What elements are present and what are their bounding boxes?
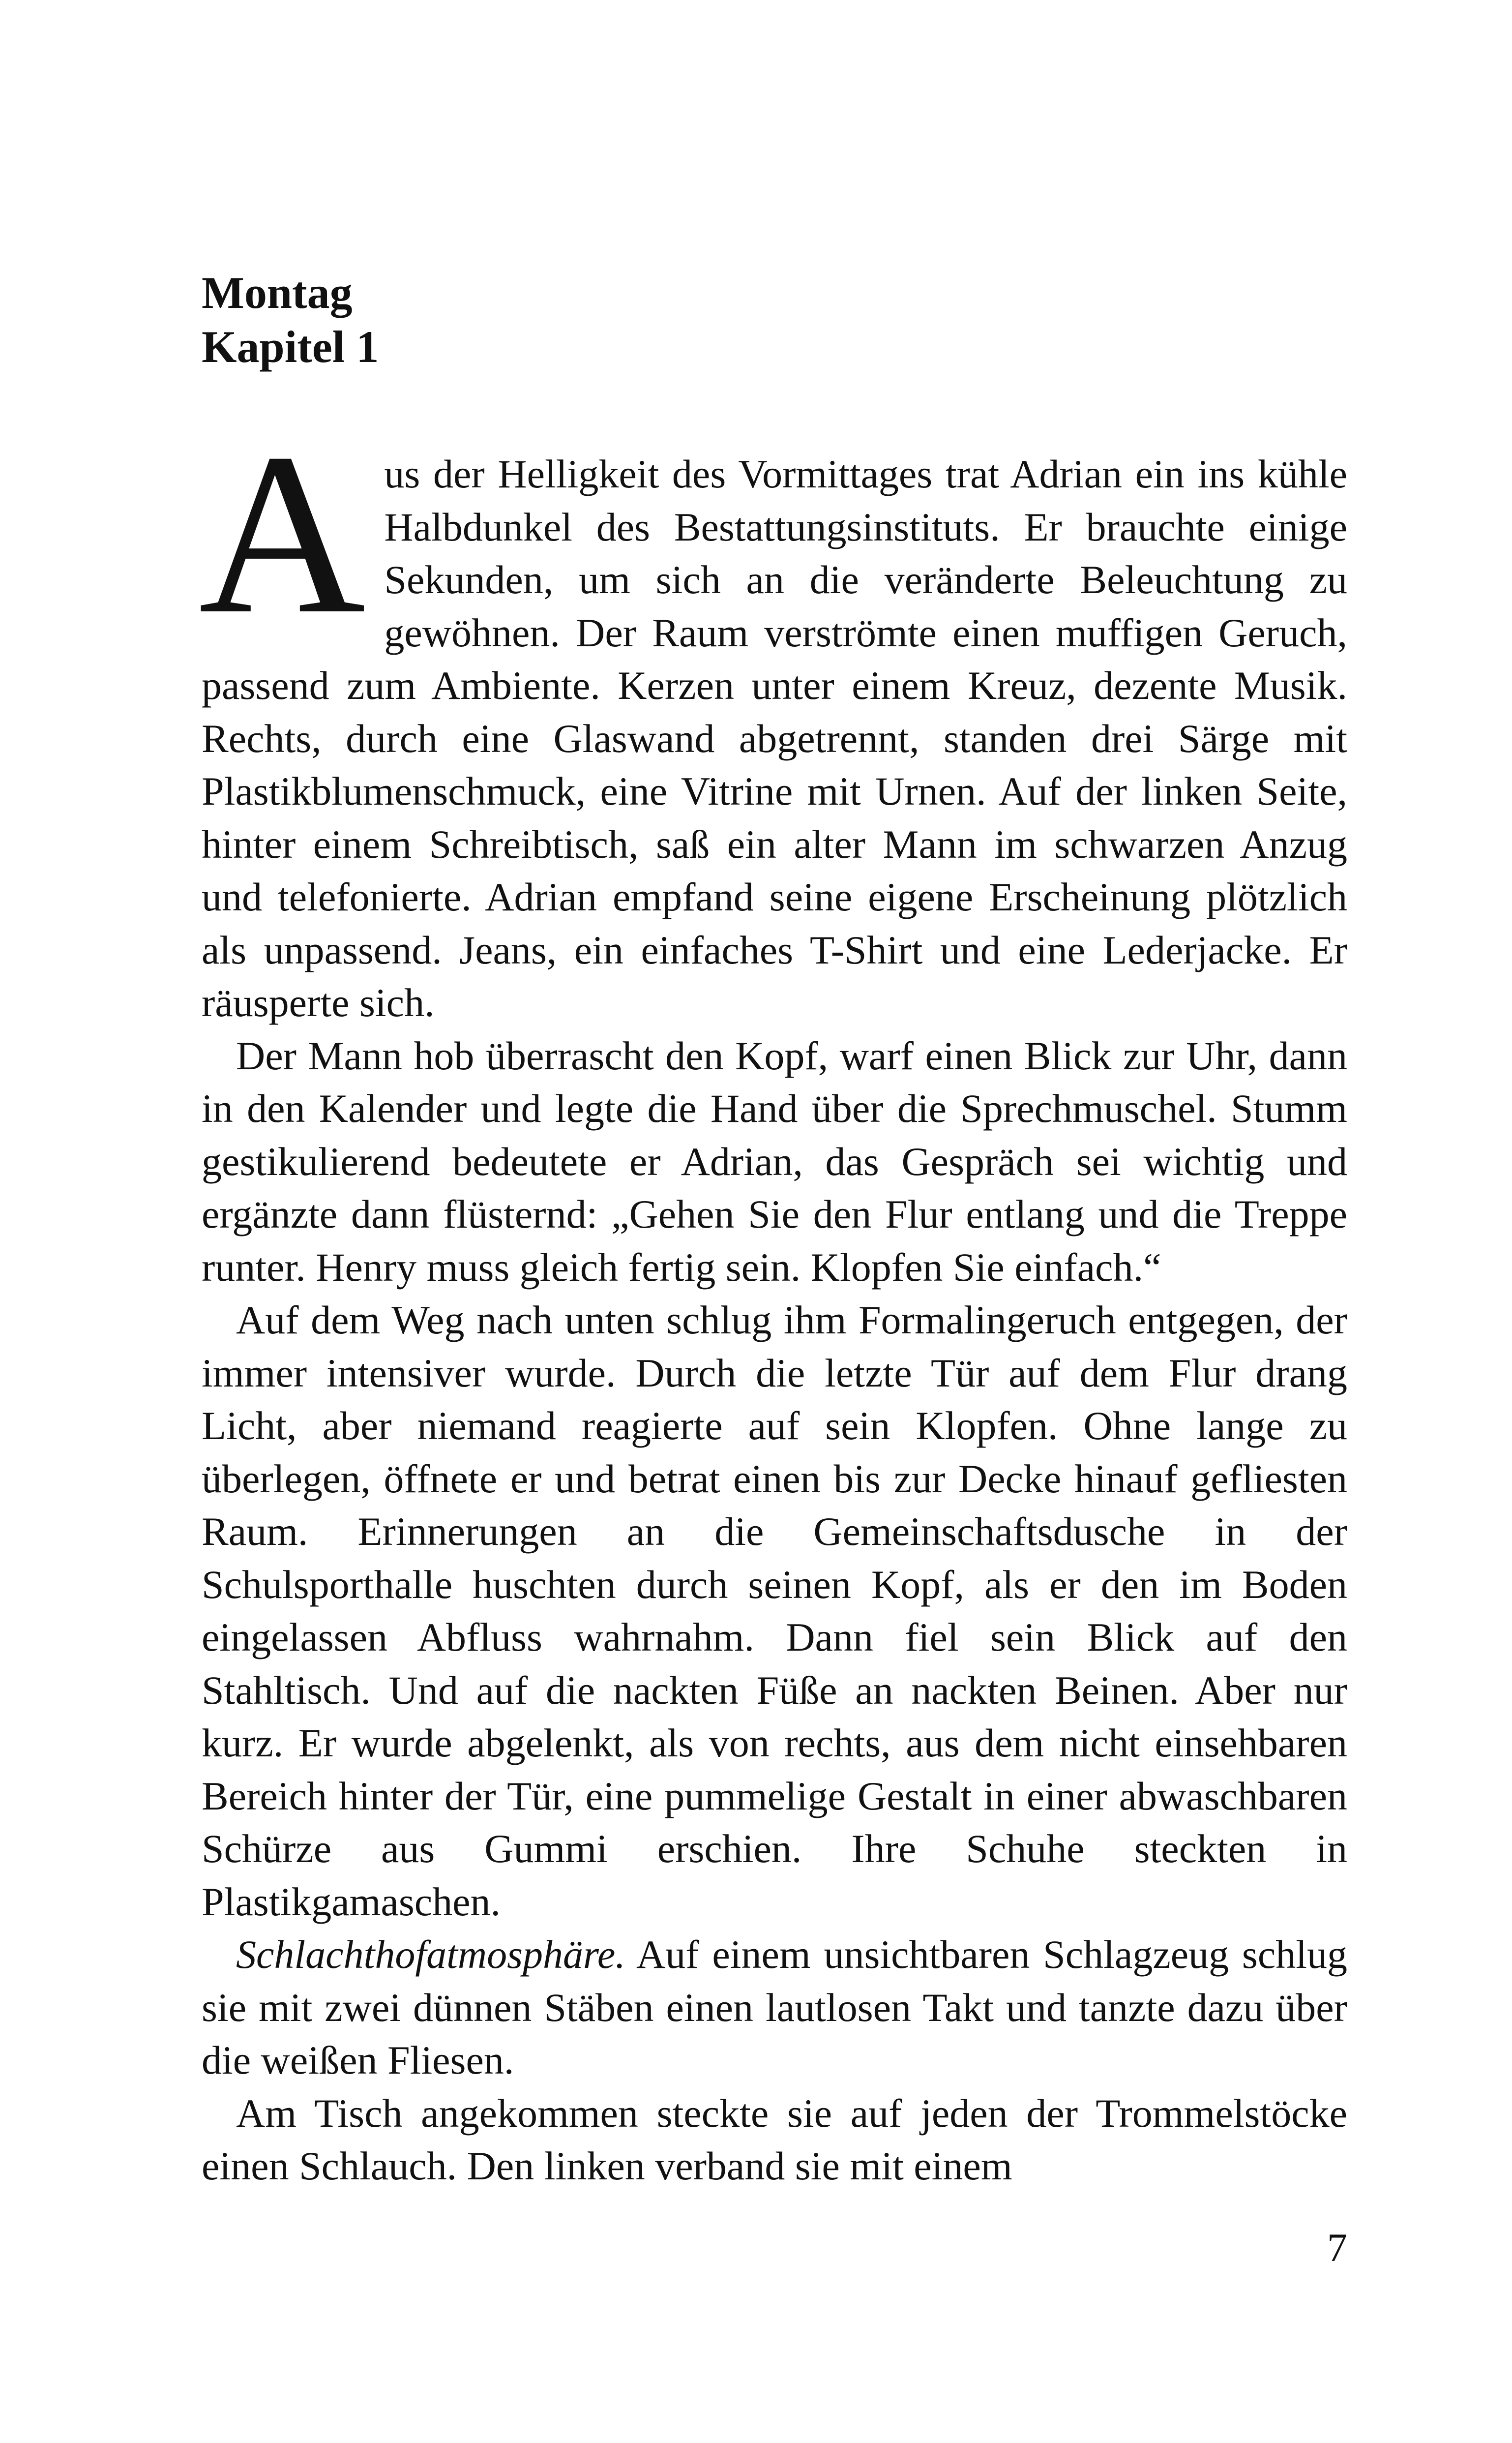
paragraph-1 [199,405,1347,1029]
paragraph-text: Der Mann hob überrascht den Kopf, warf einen Blick zur Uhr, dann in den Kalender und legte die Hand über die Sprechmuschel. Stumm gestikulierend bedeutete er Adrian, das Gespräch sei wichtig und ergänzte dann flüsternd: „Gehen Sie den Flur entlang und die Treppe runter. Henry muss gleich fertig sein. Klopfen Sie einfach.“ [202,1033,1347,1290]
chapter-heading [202,266,379,374]
paragraph-text: Auf einem unsichtbaren Schlagzeug schlug sie mit zwei dünnen Stäben einen lautlosen Takt und tanzte dazu über die weißen Fliesen. [202,1932,1347,2082]
paragraph-text: us der Helligkeit des Vormittages trat Adrian ein ins kühle Halbdunkel des Bestattungsinstituts. Er brauchte einige Sekunden, um sich an die veränderte Beleuchtung zu gewöhnen. Der Raum verströmte einen muffigen Geruch, passend zum Ambiente. Kerzen unter einem Kreuz, dezente Musik. Rechts, durch eine Glaswand abgetrennt, standen drei Särge mit Plastikblumenschmuck, eine Vitrine mit Urnen. Auf der linken Seite, hinter einem Schreibtisch, saß ein alter Mann im schwarzen Anzug und telefonierte. Adrian empfand seine eigene Erscheinung plötzlich als unpassend. Jeans, ein einfaches T-Shirt und eine Lederjacke. Er räusperte sich. [202,452,1347,1025]
paragraph-5 [202,2087,1347,2193]
italic-phrase: Schlachthofatmosphäre. [236,1932,625,1977]
chapter-title: Kapitel 1 [202,322,379,372]
paragraph-text: Auf dem Weg nach unten schlug ihm Formalingeruch entgegen, der immer intensiver wurde. Durch die letzte Tür auf dem Flur drang Licht, aber niemand reagierte auf sein Klopfen. Ohne lange zu überlegen, öffnete er und betrat einen bis zur Decke hinauf gefliesten Raum. Erinnerungen an die Gemeinschaftsdusche in der Schulsporthalle huschten durch seinen Kopf, als er den im Boden eingelassen Abfluss wahrnahm. Dann fiel sein Blick auf den Stahltisch. Und auf die nackten Füße an nackten Beinen. Aber nur kurz. Er wurde abgelenkt, als von rechts, aus dem nicht einsehbaren Bereich hinter der Tür, eine pummelige Gestalt in einer abwaschbaren Schürze aus Gummi erschien. Ihre Schuhe steckten in Plastikgamaschen. [202,1297,1347,1924]
day-title: Montag [202,268,353,318]
page-number: 7 [1327,2225,1347,2270]
paragraph-4 [202,1928,1347,2087]
drop-cap: A [199,405,366,662]
paragraph-3 [202,1294,1347,1928]
paragraph-2 [202,1029,1347,1294]
paragraph-text: Am Tisch angekommen steckte sie auf jeden der Trommelstöcke einen Schlauch. Den linken verband sie mit einem [202,2090,1347,2188]
body-text [199,405,1347,2193]
